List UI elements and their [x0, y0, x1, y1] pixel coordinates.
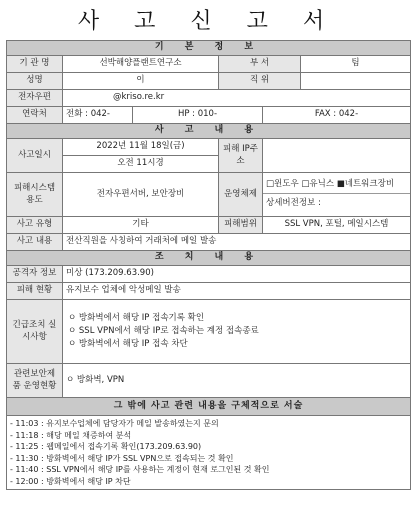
contact-label: 연락처: [7, 107, 63, 124]
details-line: - 12:00 : 방화벽에서 해당 IP 차단: [10, 476, 131, 486]
section-details: 그 밖에 사고 관련 내용을 구체적으로 서술: [7, 398, 411, 416]
incident-content-label: 사고 내용: [7, 234, 63, 251]
system-use-value: 전자우편서버, 보안장비: [63, 173, 219, 217]
dept-label: 부 서: [219, 56, 301, 73]
incident-type-label: 사고 유형: [7, 217, 63, 234]
name-value: 이: [63, 73, 219, 90]
details-line: - 11:40 : SSL VPN에서 해당 IP를 사용하는 계정이 현재 로그인된 것 확인: [10, 465, 270, 475]
details-line: - 11:25 : 웹메일에서 접속기록 확인(173.209.63.90): [10, 442, 202, 452]
email-label: 전자우편: [7, 90, 63, 107]
emergency-action-list: [63, 300, 411, 364]
incident-date-label: 사고일시: [7, 139, 63, 173]
victim-ip-value: [263, 139, 411, 173]
emergency-item: ㅇ 방화벽에서 해당 IP 접속기록 확인: [68, 312, 205, 323]
os-detail: 상세버전정보 :: [266, 198, 321, 208]
damage-scope-label: 피해범위: [219, 217, 263, 234]
details-line: - 11:18 : 해당 메일 채증하여 분석: [10, 430, 132, 440]
details-line: - 11:03 : 유지보수업체에 담당자가 메일 발송하였는지 문의: [10, 419, 219, 428]
emergency-item: ㅇ SSL VPN에서 해당 IP로 접속하는 계정 접속종료: [68, 325, 259, 336]
emergency-item: ㅇ 방화벽에서 해당 IP 접속 차단: [68, 339, 188, 350]
dept-value: 팀: [301, 56, 411, 73]
incident-date-value: 2022년 11월 18일(금): [63, 139, 219, 156]
os-label: 운영체제: [219, 173, 263, 217]
section-incident: 사 고 내 용: [7, 124, 411, 139]
os-value-cell: [263, 173, 411, 217]
email-value: @kriso.re.kr: [63, 90, 411, 107]
damage-status-value: 유지보수 업체에 악성메일 발송: [63, 283, 411, 300]
details-line: - 11:30 : 방화벽에서 해당 IP가 SSL VPN으로 접속되는 것 확인: [10, 453, 234, 463]
document-title: 사 고 신 고 서: [77, 9, 339, 34]
details-list: [7, 416, 411, 490]
org-value: 선박해양플랜트연구소: [63, 56, 219, 73]
org-label: 기 관 명: [7, 56, 63, 73]
section-action: 조 치 내 용: [7, 251, 411, 266]
incident-type-value: 기타: [63, 217, 219, 234]
damage-status-label: 피해 현황: [7, 283, 63, 300]
position-label: 직 위: [219, 73, 301, 90]
damage-scope-value: SSL VPN, 포털, 메일시스템: [263, 217, 411, 234]
report-form: [6, 40, 411, 490]
fax-value: FAX : 042-: [263, 107, 411, 124]
security-products-label: 관련보안제품 운영현황: [7, 364, 63, 398]
attacker-value: 미상 (173.209.63.90): [63, 266, 411, 283]
section-basic-info: 기 본 정 보: [7, 41, 411, 56]
name-label: 성명: [7, 73, 63, 90]
hp-value: HP : 010-: [133, 107, 263, 124]
position-value: [301, 73, 411, 90]
incident-time-value: 오전 11시경: [63, 156, 219, 173]
victim-ip-label: 피해 IP주소: [219, 139, 263, 173]
phone-value: 전화 : 042-: [63, 107, 133, 124]
attacker-label: 공격자 정보: [7, 266, 63, 283]
emergency-action-label: 긴급조치 실시사항: [7, 300, 63, 364]
os-options: □윈도우 □유닉스 ■네트워크장비: [263, 176, 410, 194]
security-products-value: ㅇ 방화벽, VPN: [63, 364, 411, 398]
incident-content-value: 전산직원을 사칭하여 거래처에 메일 발송: [63, 234, 411, 251]
system-use-label: 피해시스템 용도: [7, 173, 63, 217]
